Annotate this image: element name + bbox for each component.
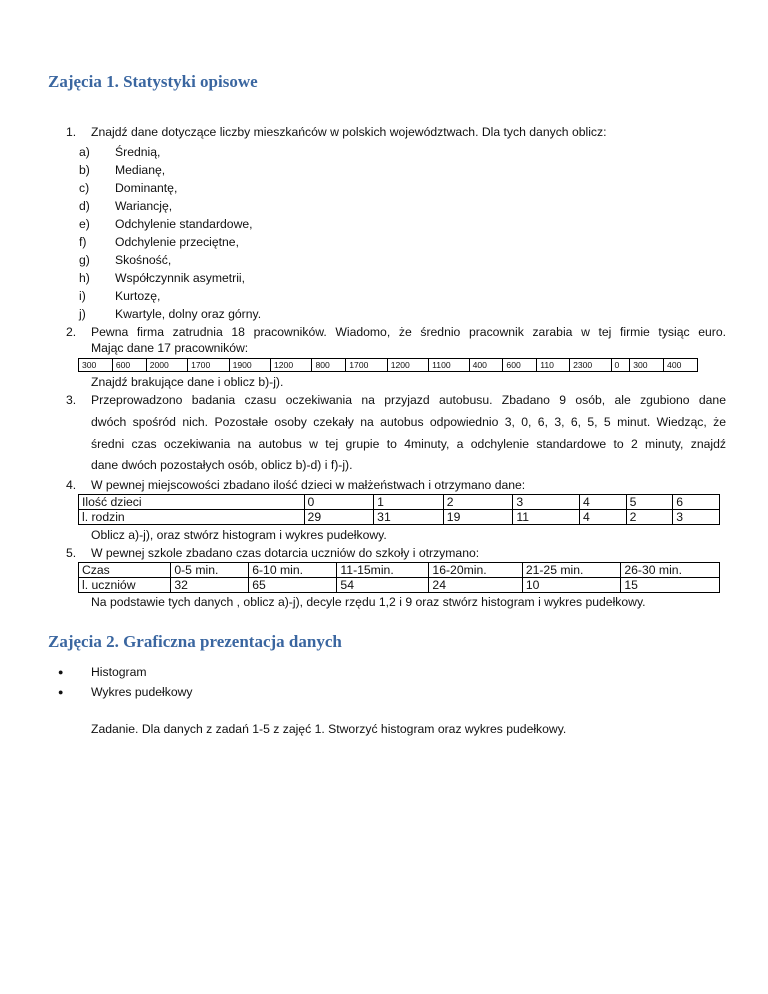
q1-item-letter: c) bbox=[79, 181, 90, 195]
table-cell: 3 bbox=[513, 495, 580, 510]
table-cell: 4 bbox=[579, 495, 626, 510]
table-cell: 3 bbox=[673, 510, 720, 525]
q4-table bbox=[78, 494, 720, 525]
table-cell: 11 bbox=[513, 510, 580, 525]
table-row bbox=[79, 563, 720, 578]
q1-item-text: Medianę, bbox=[115, 163, 166, 177]
q2-data-cell: 300 bbox=[630, 359, 664, 372]
section2-task: Zadanie. Dla danych z zadań 1-5 z zajęć 1. Stworzyć histogram oraz wykres pudełkowy. bbox=[91, 722, 567, 736]
table-cell: 32 bbox=[171, 578, 249, 593]
q2-data-table bbox=[78, 358, 698, 372]
q5-table bbox=[78, 562, 720, 593]
q2-data-cell: 1900 bbox=[229, 359, 270, 372]
q3-line4: dane dwóch pozostałych osób, oblicz b)-d) i f)-j). bbox=[91, 458, 353, 472]
bullet-icon: ● bbox=[58, 667, 64, 677]
row-header-cell: l. uczniów bbox=[79, 578, 171, 593]
q2-number: 2. bbox=[66, 325, 77, 339]
q1-item-letter: f) bbox=[79, 235, 87, 249]
q2-data-cell: 1200 bbox=[271, 359, 312, 372]
q1-item-text: Odchylenie przeciętne, bbox=[115, 235, 239, 249]
table-row bbox=[79, 578, 720, 593]
q5-number: 5. bbox=[66, 546, 77, 560]
table-cell: 0 bbox=[304, 495, 374, 510]
table-cell: 0-5 min. bbox=[171, 563, 249, 578]
table-row bbox=[79, 510, 720, 525]
q3-line1: Przeprowadzono badania czasu oczekiwania na przyjazd autobusu. Zbadano 9 osób, ale zgubiono dane bbox=[91, 393, 726, 407]
table-cell: 21-25 min. bbox=[522, 563, 621, 578]
q1-item-text: Kurtozę, bbox=[115, 289, 161, 303]
q2-line2: Mając dane 17 pracowników: bbox=[91, 341, 249, 355]
q1-text: Znajdź dane dotyczące liczby mieszkańców w polskich województwach. Dla tych danych oblicz: bbox=[91, 125, 607, 139]
table-cell: 2 bbox=[443, 495, 513, 510]
section1-title: Zajęcia 1. Statystyki opisowe bbox=[48, 72, 258, 91]
q2-data-row bbox=[79, 359, 698, 372]
q1-item-text: Dominantę, bbox=[115, 181, 178, 195]
table-cell: 29 bbox=[304, 510, 374, 525]
table-cell: 4 bbox=[579, 510, 626, 525]
q2-data-cell: 1200 bbox=[387, 359, 428, 372]
q4-number: 4. bbox=[66, 478, 77, 492]
table-cell: 19 bbox=[443, 510, 513, 525]
table-cell: 26-30 min. bbox=[621, 563, 720, 578]
table-cell: 11-15min. bbox=[337, 563, 429, 578]
q1-item-letter: a) bbox=[79, 145, 90, 159]
q1-item-text: Kwartyle, dolny oraz górny. bbox=[115, 307, 262, 321]
table-cell: 65 bbox=[249, 578, 337, 593]
section2-title: Zajęcia 2. Graficzna prezentacja danych bbox=[48, 632, 342, 651]
q1-item-letter: b) bbox=[79, 163, 90, 177]
table-cell: 6-10 min. bbox=[249, 563, 337, 578]
q2-data-cell: 110 bbox=[537, 359, 570, 372]
q4-after: Oblicz a)-j), oraz stwórz histogram i wykres pudełkowy. bbox=[91, 528, 387, 542]
row-header-cell: l. rodzin bbox=[79, 510, 305, 525]
q2-data-cell: 600 bbox=[112, 359, 146, 372]
row-header-cell: Czas bbox=[79, 563, 171, 578]
table-cell: 15 bbox=[621, 578, 720, 593]
q2-data-cell: 1100 bbox=[429, 359, 469, 372]
bullet-item-boxplot: Wykres pudełkowy bbox=[91, 685, 193, 699]
q3-line3: średni czas oczekiwania na autobus w tej grupie to 4minuty, a odchylenie standardowe to 2 minuty, znajdź bbox=[91, 437, 726, 451]
q5-after: Na podstawie tych danych , oblicz a)-j), decyle rzędu 1,2 i 9 oraz stwórz histogram i wykres pudełkowy. bbox=[91, 595, 646, 609]
q1-item-letter: d) bbox=[79, 199, 90, 213]
table-cell: 1 bbox=[374, 495, 444, 510]
table-cell: 16-20min. bbox=[429, 563, 522, 578]
table-row bbox=[79, 495, 720, 510]
q1-item-letter: i) bbox=[79, 289, 86, 303]
q2-after: Znajdź brakujące dane i oblicz b)-j). bbox=[91, 375, 284, 389]
q2-data-cell: 400 bbox=[664, 359, 698, 372]
q5-text: W pewnej szkole zbadano czas dotarcia uczniów do szkoły i otrzymano: bbox=[91, 546, 480, 560]
q2-data-cell: 600 bbox=[503, 359, 537, 372]
q1-item-letter: j) bbox=[79, 307, 86, 321]
q1-item-text: Odchylenie standardowe, bbox=[115, 217, 253, 231]
table-cell: 2 bbox=[626, 510, 673, 525]
q2-data-cell: 300 bbox=[79, 359, 113, 372]
q3-line2: dwóch spośród nich. Pozostałe osoby czekały na autobus odpowiednio 3, 0, 6, 3, 6, 5, 5 minut. Wiedząc, że bbox=[91, 415, 726, 429]
q1-item-text: Skośność, bbox=[115, 253, 172, 267]
table-cell: 5 bbox=[626, 495, 673, 510]
q2-data-cell: 1700 bbox=[188, 359, 229, 372]
table-cell: 24 bbox=[429, 578, 522, 593]
q2-data-cell: 800 bbox=[312, 359, 346, 372]
q1-item-letter: e) bbox=[79, 217, 90, 231]
q2-data-cell: 2300 bbox=[570, 359, 611, 372]
q1-item-letter: h) bbox=[79, 271, 90, 285]
q1-item-letter: g) bbox=[79, 253, 90, 267]
q2-line1: Pewna firma zatrudnia 18 pracowników. Wiadomo, że średnio pracownik zarabia w tej firmie tysiąc euro. bbox=[91, 325, 726, 339]
q3-number: 3. bbox=[66, 393, 77, 407]
q1-number: 1. bbox=[66, 125, 77, 139]
q2-data-cell: 2000 bbox=[146, 359, 187, 372]
table-cell: 54 bbox=[337, 578, 429, 593]
table-cell: 6 bbox=[673, 495, 720, 510]
bullet-icon: ● bbox=[58, 687, 64, 697]
bullet-item-histogram: Histogram bbox=[91, 665, 147, 679]
q2-data-cell: 400 bbox=[469, 359, 503, 372]
q1-item-text: Współczynnik asymetrii, bbox=[115, 271, 246, 285]
q2-data-cell: 0 bbox=[611, 359, 630, 372]
q1-item-text: Wariancję, bbox=[115, 199, 173, 213]
q2-data-cell: 1700 bbox=[346, 359, 387, 372]
q1-item-text: Średnią, bbox=[115, 145, 161, 159]
table-cell: 31 bbox=[374, 510, 444, 525]
row-header-cell: Ilość dzieci bbox=[79, 495, 305, 510]
table-cell: 10 bbox=[522, 578, 621, 593]
q4-text: W pewnej miejscowości zbadano ilość dzieci w małżeństwach i otrzymano dane: bbox=[91, 478, 526, 492]
